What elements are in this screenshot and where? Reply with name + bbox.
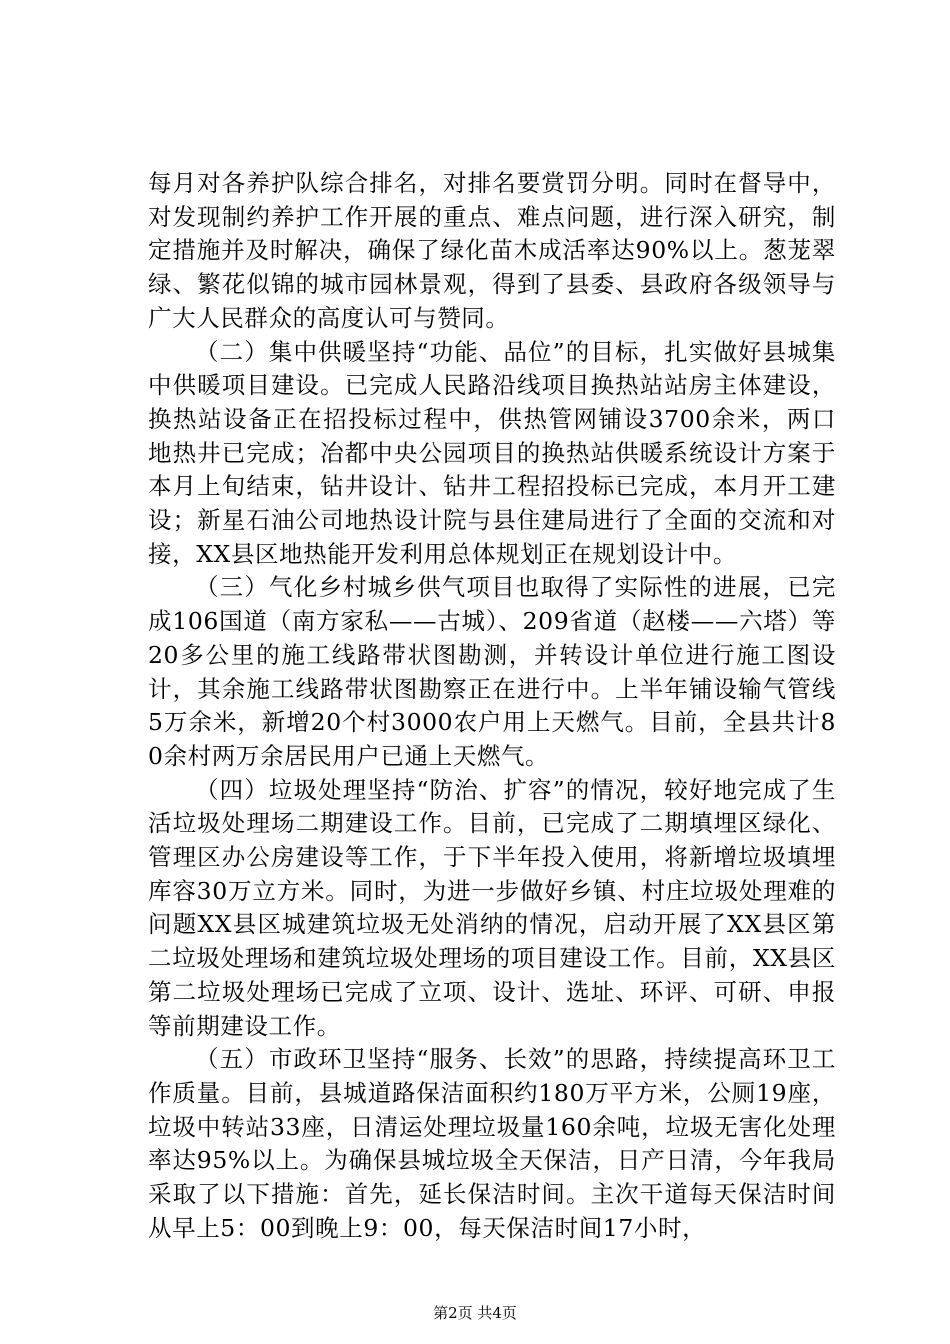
document-body	[148, 167, 836, 1246]
paragraph-gas-supply: （三）气化乡村城乡供气项目也取得了实际性的进展，已完成106国道（南方家私——古城）、209省道（赵楼——六塔）等20多公里的施工线路带状图勘测，并转设计单位进行施工图设计，其余施工线路带状图勘察正在进行中。上半年铺设输气管线5万余米，新增20个村3000农户用上天燃气。目前，全县共计80余村两万余居民用户已通上天燃气。	[148, 573, 836, 770]
paragraph-heating: （二）集中供暖坚持“功能、品位”的目标，扎实做好县城集中供暖项目建设。已完成人民路沿线项目换热站站房主体建设，换热站设备正在招投标过程中，供热管网铺设3700余米，两口地热井已完成；冶都中央公园项目的换热站供暖系统设计方案于本月上旬结束，钻井设计、钻井工程招投标已完成，本月开工建设；新星石油公司地热设计院与县住建局进行了全面的交流和对接，XX县区地热能开发利用总体规划正在规划设计中。	[148, 337, 836, 568]
paragraph-garbage-treatment: （四）垃圾处理坚持“防治、扩容”的情况，较好地完成了生活垃圾处理场二期建设工作。目前，已完成了二期填埋区绿化、管理区办公房建设等工作，于下半年投入使用，将新增垃圾填埋库容30万立方米。同时，为进一步做好乡镇、村庄垃圾处理难的问题XX县区城建筑垃圾无处消纳的情况，启动开展了XX县区第二垃圾处理场和建筑垃圾处理场的项目建设工作。目前，XX县区第二垃圾处理场已完成了立项、设计、选址、环评、可研、申报等前期建设工作。	[148, 775, 836, 1040]
paragraph-continuation: 每月对各养护队综合排名，对排名要赏罚分明。同时在督导中，对发现制约养护工作开展的重点、难点问题，进行深入研究，制定措施并及时解决，确保了绿化苗木成活率达90%以上。葱茏翠绿、繁花似锦的城市园林景观，得到了县委、县政府各级领导与广大人民群众的高度认可与赞同。	[148, 169, 836, 332]
page-footer: 第2页 共4页	[433, 1304, 517, 1322]
paragraph-sanitation: （五）市政环卫坚持“服务、长效”的思路，持续提高环卫工作质量。目前，县城道路保洁面积约180万平方米，公厕19座，垃圾中转站33座，日清运处理垃圾量160余吨，垃圾无害化处理率达95%以上。为确保县城垃圾全天保洁，日产日清，今年我局采取了以下措施：首先，延长保洁时间。主次干道每天保洁时间从早上5：00到晚上9：00，每天保洁时间17小时，	[148, 1045, 836, 1242]
